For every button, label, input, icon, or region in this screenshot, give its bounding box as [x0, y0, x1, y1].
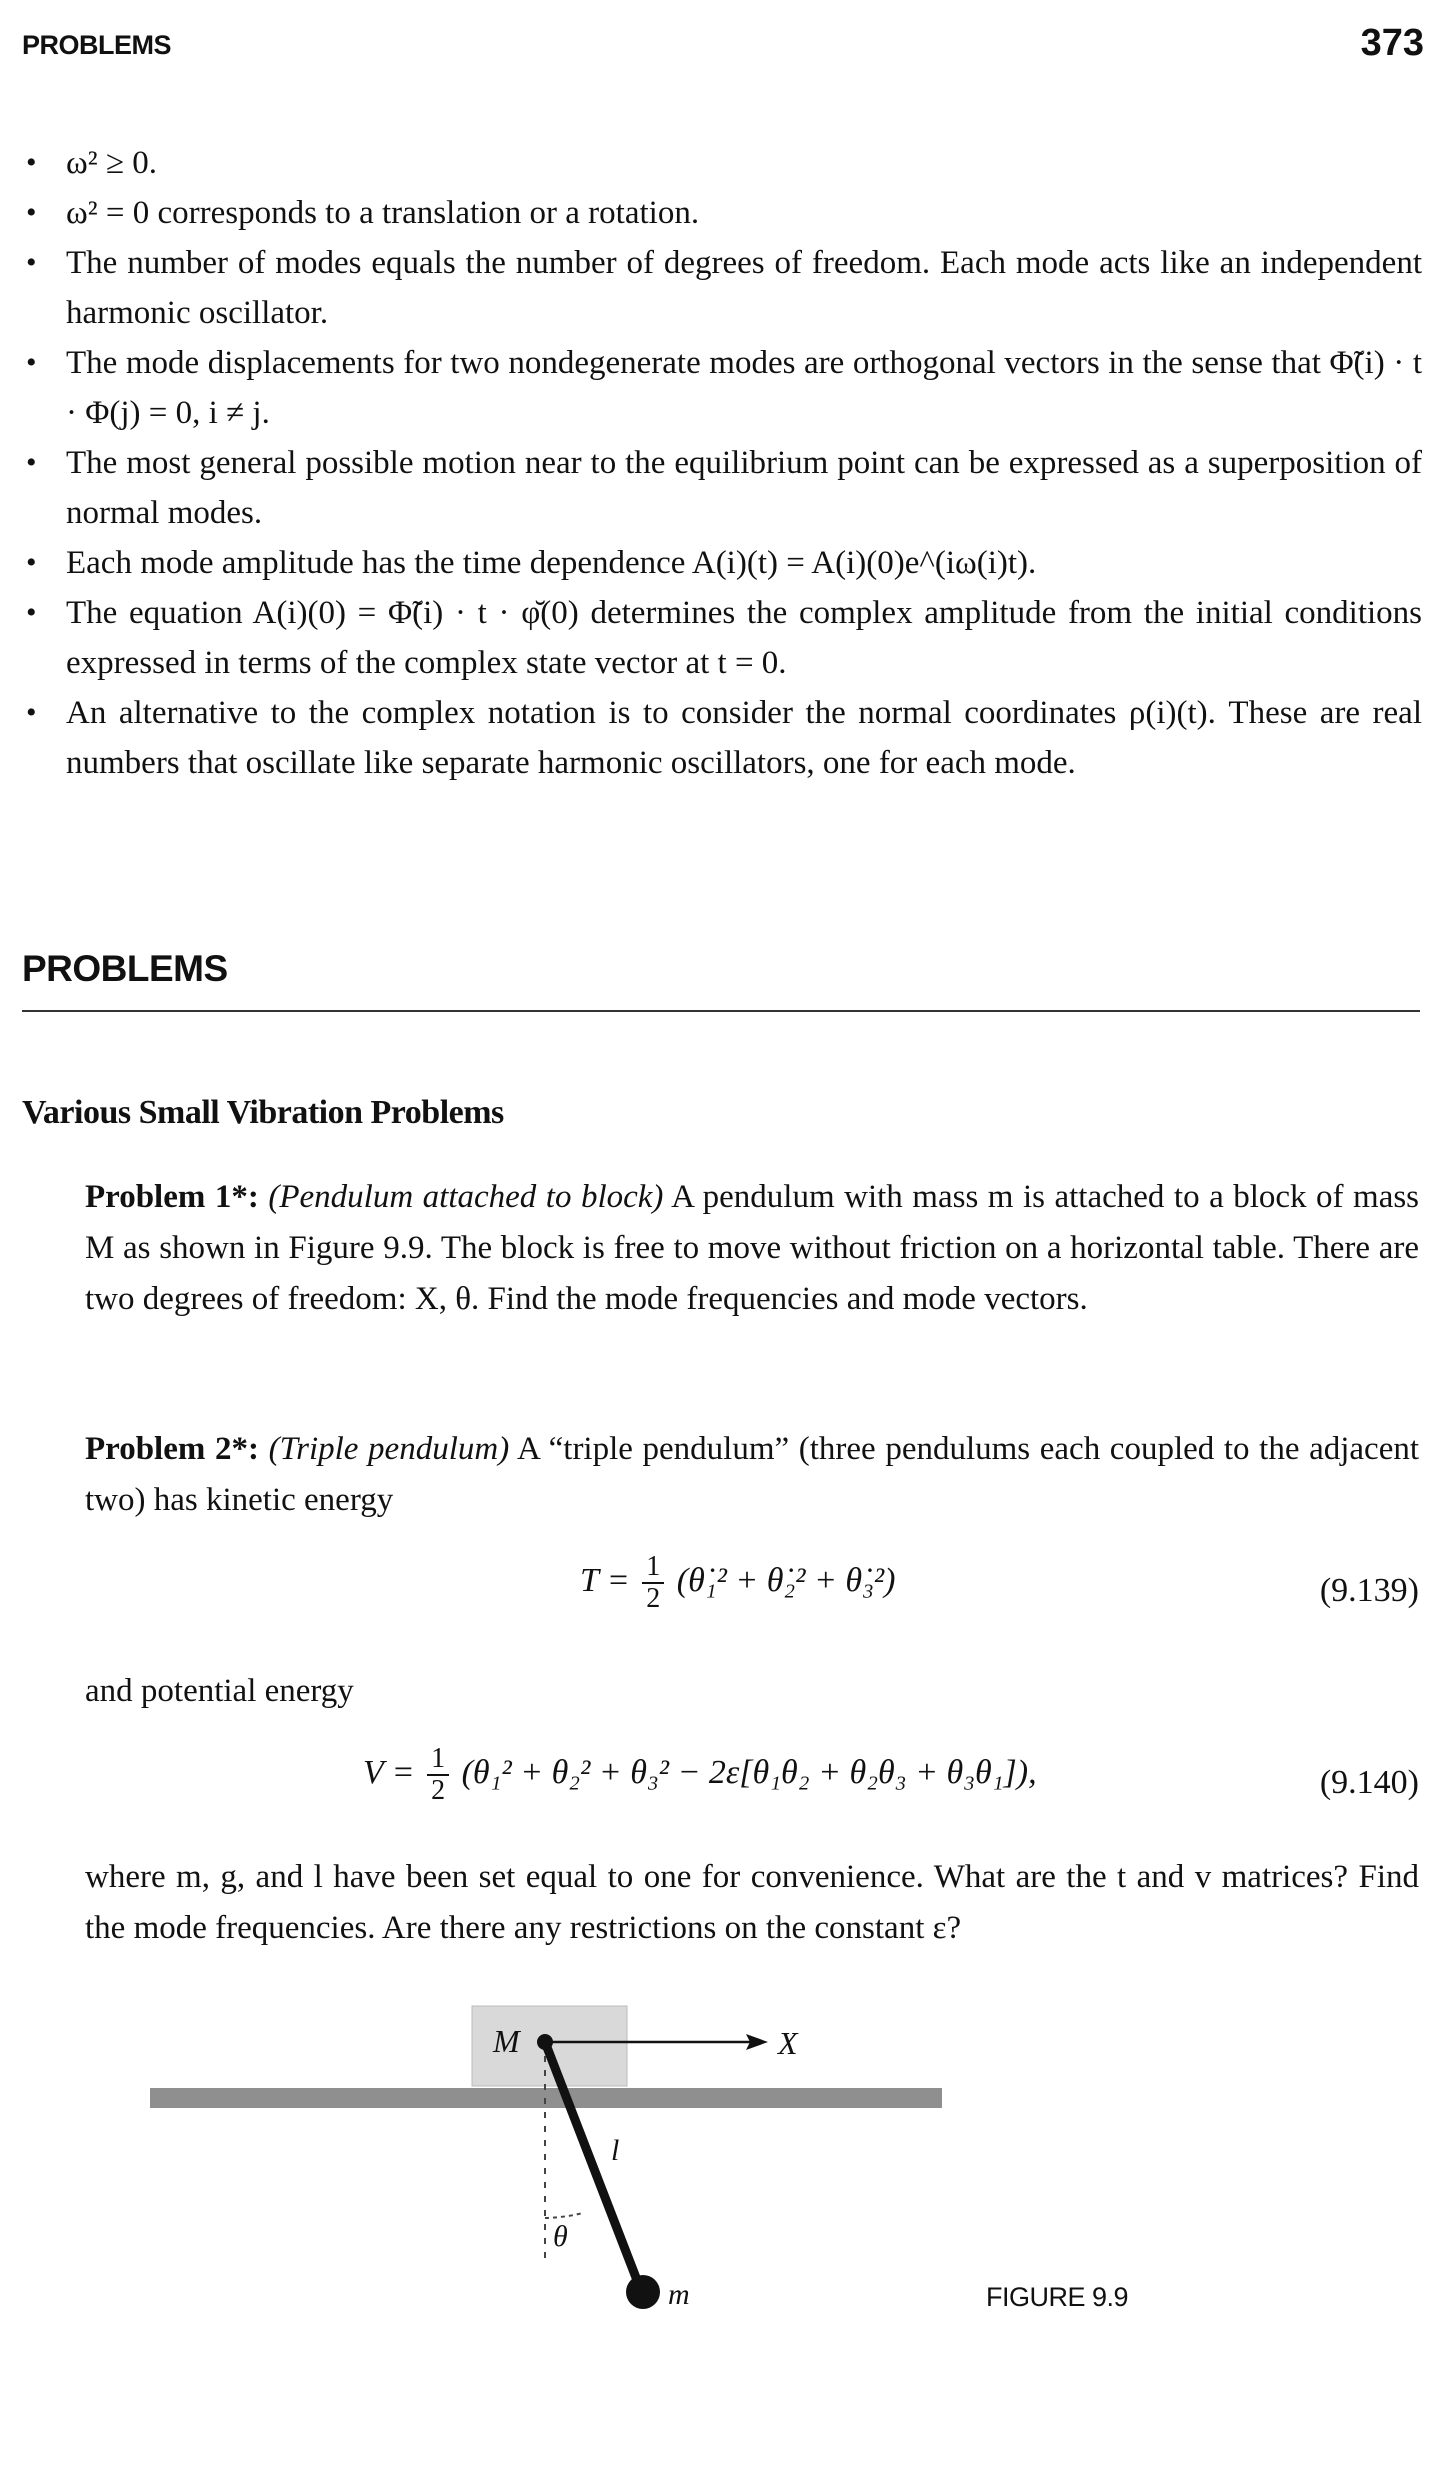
fraction-denominator: 2 [646, 1583, 661, 1614]
problem-1 [85, 1172, 1419, 1325]
equation-lhs: T = [580, 1561, 630, 1599]
equation-9-139 [85, 1552, 1419, 1642]
angle-arc [545, 2213, 583, 2218]
problem-1-topic: (Pendulum attached to block) [268, 1179, 664, 1215]
section-title: PROBLEMS [22, 948, 228, 989]
subsection-title: Various Small Vibration Problems [22, 1094, 504, 1131]
bullet-item: • The most general possible motion near to the equilibrium point can be expressed as a superposition of normal modes. [22, 438, 1422, 538]
potential-energy-text: and potential energy [85, 1673, 354, 1709]
conclusion-text: where m, g, and l have been set equal to one for convenience. What are the t and v matrices? Find the mode frequencies. Are there any restrictions on the constant ε? [85, 1859, 1419, 1946]
equation-rhs: (θ₁² + θ₂² + θ₃² − 2ε[θ₁θ₂ + θ₂θ₃ + θ₃θ₁]), [461, 1753, 1037, 1791]
section-rule [22, 1010, 1420, 1012]
problem-1-text: A pendulum with mass m is attached to a block of mass M as shown in Figure 9.9. The block is free to move without friction on a horizontal table. There are two degrees of freedom: X, θ. Find the mode frequencies and mode vectors. [85, 1179, 1420, 1317]
equation-fraction [427, 1744, 449, 1806]
problem-2-topic: (Triple pendulum) [268, 1431, 510, 1467]
figure-caption: FIGURE 9.9 [986, 2282, 1129, 2312]
pivot [537, 2034, 553, 2050]
fraction-numerator: 1 [642, 1552, 664, 1584]
fraction-denominator: 2 [431, 1775, 446, 1806]
angle-label: θ [553, 2220, 568, 2253]
fraction-numerator: 1 [427, 1744, 449, 1776]
rod-length-label: l [611, 2134, 620, 2167]
equation-9-140 [85, 1744, 1419, 1834]
equation-fraction [642, 1552, 664, 1614]
pendulum-block-figure [140, 2000, 980, 2330]
running-head: PROBLEMS [22, 30, 172, 60]
block-mass-label: M [493, 2023, 520, 2059]
bullet-item: • An alternative to the complex notation is to consider the normal coordinates ρ(i)(t). These are real numbers that oscillate like separate harmonic oscillators, one for each mode. [22, 688, 1422, 788]
bob-mass-label: m [668, 2278, 690, 2311]
problem-1-label: Problem 1*: [85, 1179, 259, 1215]
x-coordinate-label: X [778, 2025, 798, 2061]
bullet-item: • The mode displacements for two nondegenerate modes are orthogonal vectors in the sense that Φ̃(i) · t · Φ(j) = 0, i ≠ j. [22, 338, 1422, 438]
pendulum-bob [626, 2275, 660, 2309]
page-number: 373 [1360, 22, 1424, 64]
problem-2-label: Problem 2*: [85, 1431, 259, 1467]
equation-lhs: V = [363, 1753, 415, 1791]
bullet-item: • The number of modes equals the number of degrees of freedom. Each mode acts like an independent harmonic oscillator. [22, 238, 1422, 338]
equation-number: (9.140) [1319, 1764, 1419, 1801]
bullet-item: • ω² ≥ 0. [22, 138, 1422, 188]
equation-rhs: (θ̇₁² + θ̇₂² + θ̇₃²) [676, 1561, 896, 1599]
bullet-item: • The equation A(i)(0) = Φ̃(i) · t · φ̆(0) determines the complex amplitude from the initial conditions expressed in terms of the complex state vector at t = 0. [22, 588, 1422, 688]
problem-2 [85, 1424, 1419, 1526]
bullet-item: • Each mode amplitude has the time dependence A(i)(t) = A(i)(0)e^(iω(i)t). [22, 538, 1422, 588]
summary-bullet-list [22, 138, 1422, 788]
bullet-item: • ω² = 0 corresponds to a translation or a rotation. [22, 188, 1422, 238]
problem-2-text: A “triple pendulum” (three pendulums each coupled to the adjacent two) has kinetic energy [85, 1431, 1420, 1518]
equation-number: (9.139) [1319, 1572, 1419, 1609]
